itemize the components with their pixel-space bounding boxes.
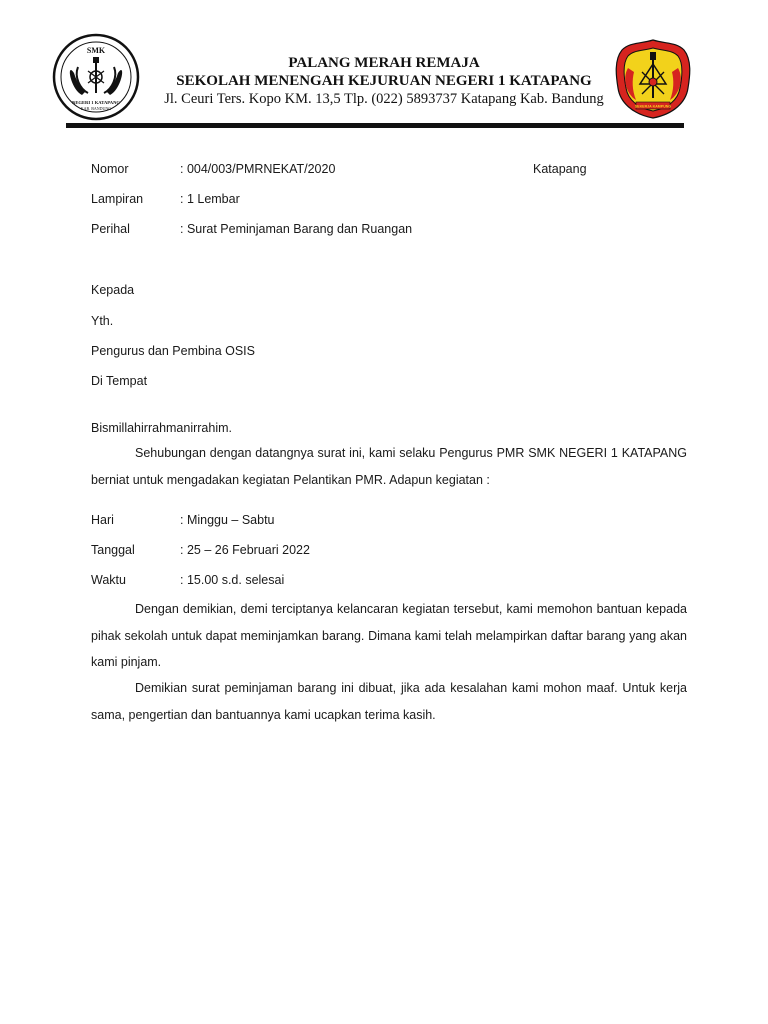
smk-logo-bottom-text-2: KAB. BANDUNG [80,106,112,111]
letter-place: Katapang [533,162,587,176]
paragraph-1 [91,440,687,493]
greeting: Bismillahirrahmanirrahim. [91,421,233,435]
paragraph-3-text: Demikian surat peminjaman barang ini dibuat, jika ada kesalahan kami mohon maaf. Untuk kerja sama, pengertian dan bantuannya kami ucapkan terima kasih. [91,681,687,722]
perihal-label: Perihal [91,222,130,236]
nomor-label: Nomor [91,162,129,176]
letterhead-school: SEKOLAH MENENGAH KEJURUAN NEGERI 1 KATAPANG [176,73,592,89]
pmr-logo [614,38,692,120]
letterhead-divider [66,123,684,128]
recipient-yth: Yth. [91,314,114,328]
hari-label: Hari [91,513,114,527]
paragraph-2-text: Dengan demikian, demi terciptanya kelancaran kegiatan tersebut, kami memohon bantuan kepada pihak sekolah untuk dapat meminjamkan barang. Dimana kami telah melampirkan daftar barang yang akan kami pinjam. [91,602,687,669]
recipient-location: Di Tempat [91,374,148,388]
recipient-kepada: Kepada [91,283,135,297]
paragraph-3 [91,675,687,728]
letterhead-org: PALANG MERAH REMAJA [288,55,480,71]
lampiran-label: Lampiran [91,192,144,206]
smk-logo-top-text: SMK [86,46,106,55]
tanggal-label: Tanggal [91,543,135,557]
smk-logo [52,33,140,121]
waktu-value: : 15.00 s.d. selesai [180,573,285,587]
letterhead [140,55,628,108]
pmr-logo-caption: SEKERJA KAMPUNG [634,104,672,109]
smk-logo-bottom-text: NEGERI 1 KATAPANG [72,100,120,105]
tanggal-value: : 25 – 26 Februari 2022 [180,543,310,557]
paragraph-1-text: Sehubungan dengan datangnya surat ini, kami selaku Pengurus PMR SMK NEGERI 1 KATAPANG berniat untuk mengadakan kegiatan Pelantikan PMR. Adapun kegiatan : [91,446,687,487]
perihal-value: : Surat Peminjaman Barang dan Ruangan [180,222,413,236]
paragraph-2 [91,596,687,676]
recipient-name: Pengurus dan Pembina OSIS [91,344,255,358]
waktu-label: Waktu [91,573,126,587]
letterhead-address: Jl. Ceuri Ters. Kopo KM. 13,5 Tlp. (022) 5893737 Katapang Kab. Bandung [164,91,604,107]
nomor-value: : 004/003/PMRNEKAT/2020 [180,162,336,176]
lampiran-value: : 1 Lembar [180,192,240,206]
hari-value: : Minggu – Sabtu [180,513,275,527]
